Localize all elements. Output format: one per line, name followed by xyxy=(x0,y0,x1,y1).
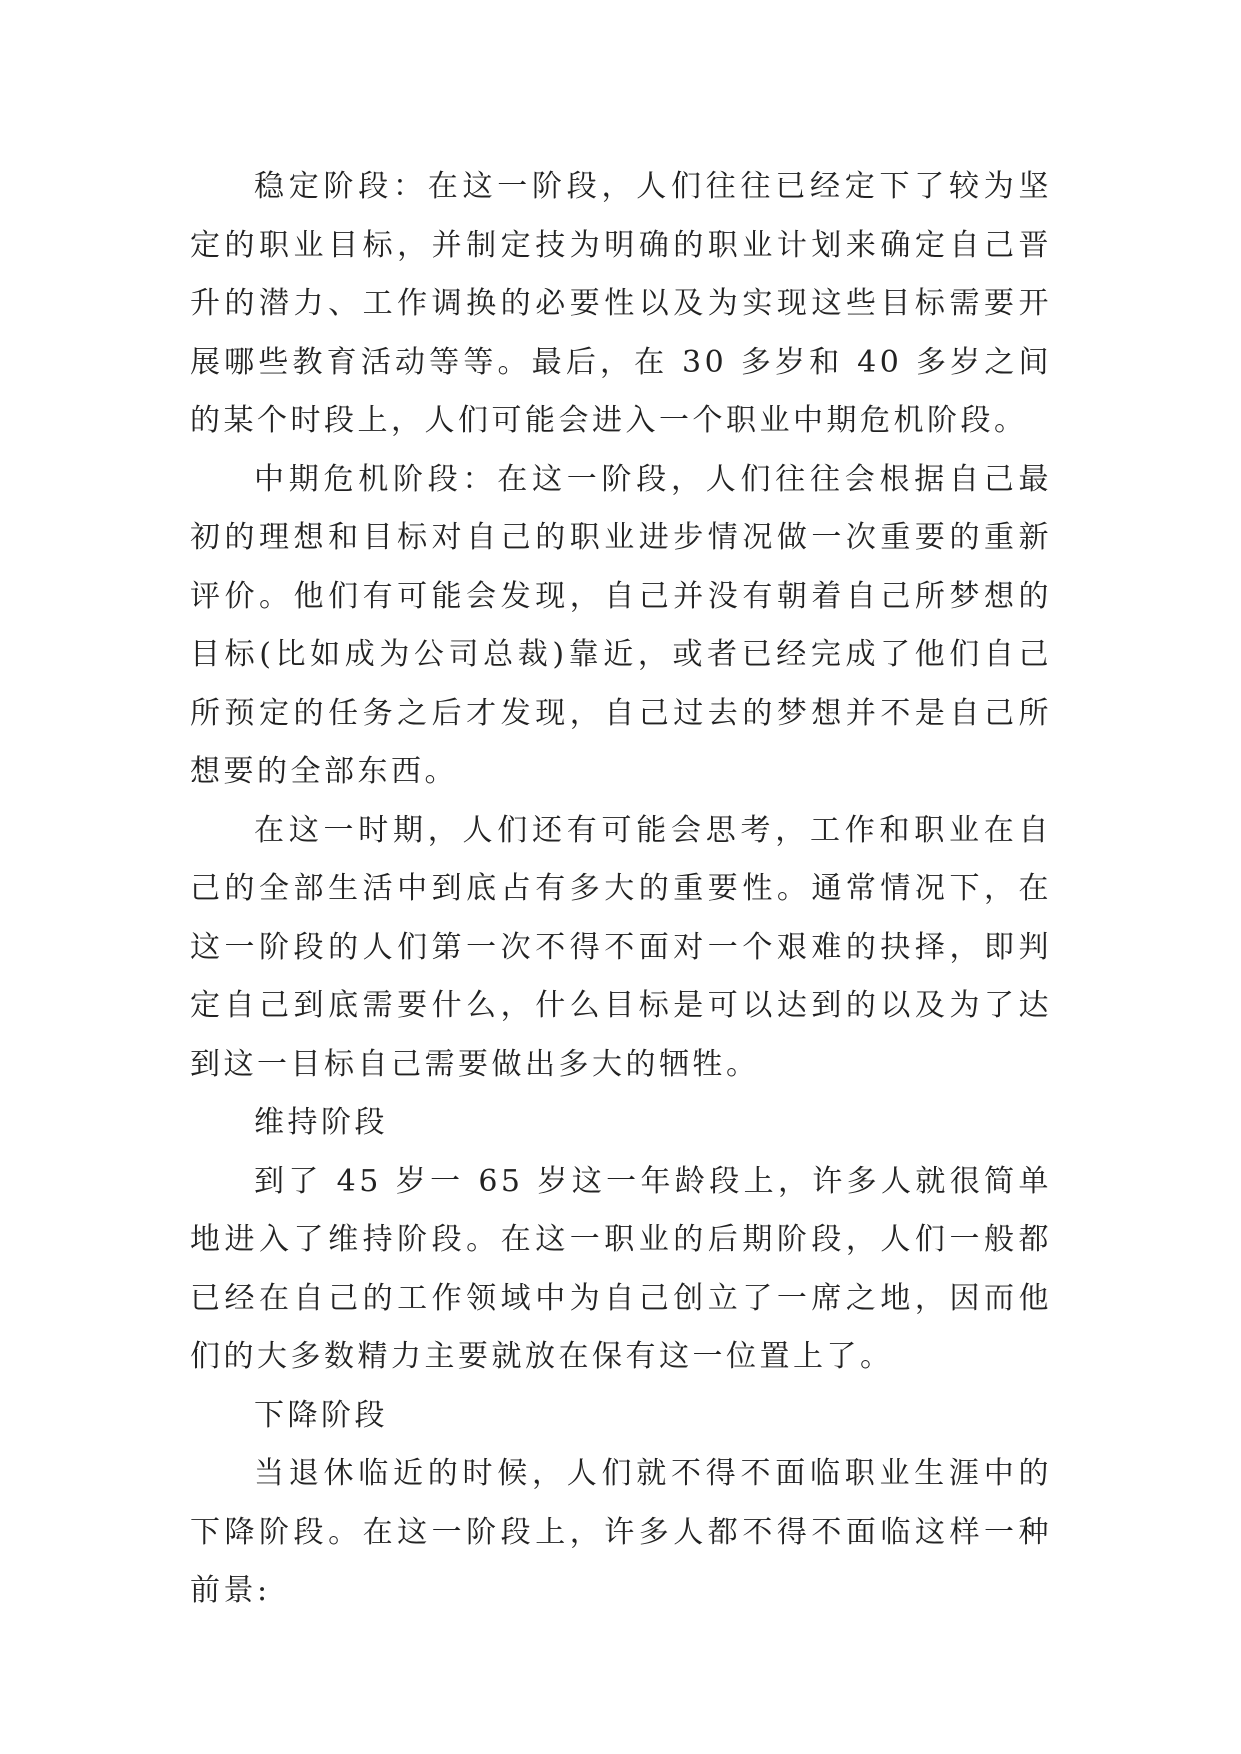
paragraph-midlife-crisis-stage: 中期危机阶段：在这一阶段，人们往往会根据自己最初的理想和目标对自己的职业进步情况做一次重要的重新评价。他们有可能会发现，自己并没有朝着自己所梦想的目标(比如成为公司总裁)靠近，或者已经完成了他们自己所预定的任务之后才发现，自己过去的梦想并不是自己所想要的全部东西。 xyxy=(190,461,1052,789)
heading-maintenance-stage: 维持阶段 xyxy=(254,1105,388,1140)
heading-decline-stage: 下降阶段 xyxy=(254,1397,388,1433)
paragraph-period-reflection: 在这一时期，人们还有可能会思考，工作和职业在自己的全部生活中到底占有多大的重要性。通常情况下，在这一阶段的人们第一次不得不面对一个艰难的抉择，即判定自己到底需要什么，什么目标是可以达到的以及为了达到这一目标自己需要做出多大的牺牲。 xyxy=(190,812,1052,1082)
paragraph-maintenance-stage: 到了 45 岁一 65 岁这一年龄段上，许多人就很简单地进入了维持阶段。在这一职业的后期阶段，人们一般都已经在自己的工作领域中为自己创立了一席之地，因而他们的大多数精力主要就放在保有这一位置上了。 xyxy=(190,1163,1052,1374)
paragraph-decline-stage: 当退休临近的时候，人们就不得不面临职业生涯中的下降阶段。在这一阶段上，许多人都不得不面临这样一种前景: xyxy=(190,1456,1052,1608)
paragraph-stable-stage: 稳定阶段：在这一阶段，人们往往已经定下了较为坚定的职业目标，并制定技为明确的职业计划来确定自己晋升的潜力、工作调换的必要性以及为实现这些目标需要开展哪些教育活动等等。最后，在 30 多岁和 40 多岁之间的某个时段上，人们可能会进入一个职业中期危机阶段。 xyxy=(190,169,1052,438)
document-body xyxy=(190,158,1052,1621)
